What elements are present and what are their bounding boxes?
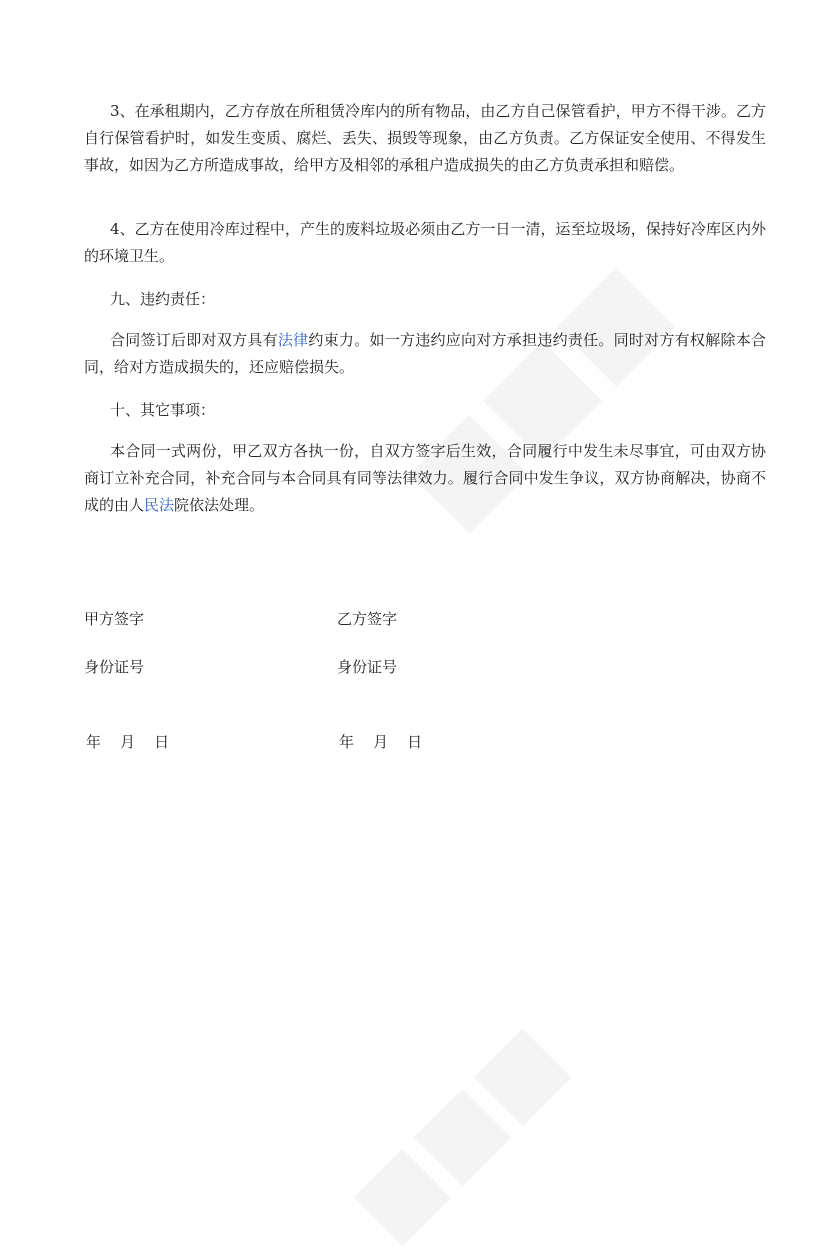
party-b-date-label: 年 月 日 <box>339 733 423 751</box>
party-b-signature-label: 乙方签字 <box>337 610 398 628</box>
section-10-heading: 十、其它事项： <box>110 401 216 419</box>
section-9-text-before: 合同签订后即对双方具有 <box>110 331 278 349</box>
section-9-body <box>84 327 766 381</box>
section-9-heading: 九、违约责任： <box>110 290 216 308</box>
party-a-id-label: 身份证号 <box>84 658 145 676</box>
party-a-date-label: 年 月 日 <box>86 733 170 751</box>
watermark-bottom <box>330 1005 585 1260</box>
clause-4: 4、乙方在使用冷库过程中，产生的废料垃圾必须由乙方一日一清，运至垃圾场，保持好冷库区内外的环境卫生。 <box>84 220 766 265</box>
section-9-text-after: 约束力。如一方违约应向对方承担违约责任。同时对方有权解除本合同，给对方造成损失的，还应赔偿损失。 <box>84 331 766 376</box>
party-b-id-label: 身份证号 <box>337 658 398 676</box>
section-10-body <box>84 438 766 519</box>
clause-3: 3、在承租期内，乙方存放在所租赁冷库内的所有物品，由乙方自己保管看护，甲方不得干涉。乙方自行保管看护时，如发生变质、腐烂、丢失、损毁等现象，由乙方负责。乙方保证安全使用、不得发生事故，如因为乙方所造成事故，给甲方及相邻的承租户造成损失的由乙方负责承担和赔偿。 <box>84 102 766 174</box>
party-a-signature-label: 甲方签字 <box>84 610 145 628</box>
section-10-text-before: 本合同一式两份，甲乙双方各执一份，自双方签字后生效，合同履行中发生未尽事宜，可由双方协商订立补充合同，补充合同与本合同具有同等法律效力。履行合同中发生争议，双方协商解决，协商不成的由人 <box>84 442 766 514</box>
section-10-text-after: 院依法处理。 <box>174 496 265 514</box>
law-link[interactable]: 法律 <box>277 331 309 349</box>
court-link[interactable]: 民法 <box>144 496 175 514</box>
